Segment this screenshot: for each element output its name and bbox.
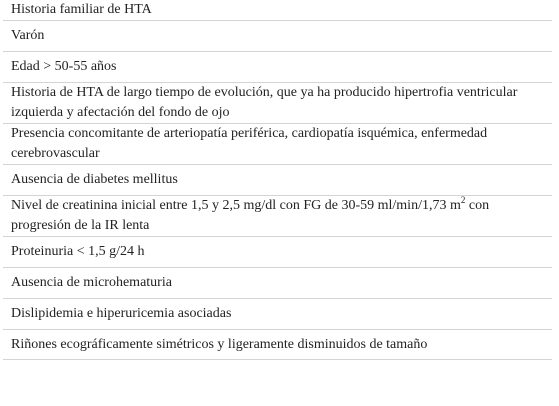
table-row bbox=[3, 237, 552, 268]
table-cell: Ausencia de diabetes mellitus bbox=[3, 165, 552, 196]
table-row bbox=[3, 124, 552, 165]
table-row bbox=[3, 299, 552, 330]
table-cell: Edad > 50-55 años bbox=[3, 52, 552, 83]
table-row bbox=[3, 0, 552, 21]
table-cell bbox=[3, 196, 552, 237]
criteria-table bbox=[3, 0, 552, 360]
table-row bbox=[3, 83, 552, 124]
table-cell: Varón bbox=[3, 21, 552, 52]
table-cell: Historia de HTA de largo tiempo de evolución, que ya ha producido hipertrofia ventricular izquierda y afectación del fondo de ojo bbox=[3, 83, 552, 124]
table-cell: Riñones ecográficamente simétricos y ligeramente disminuidos de tamaño bbox=[3, 330, 552, 360]
table-row bbox=[3, 52, 552, 83]
table-cell: Ausencia de microhematuria bbox=[3, 268, 552, 299]
table-cell: Proteinuria < 1,5 g/24 h bbox=[3, 237, 552, 268]
table-row bbox=[3, 196, 552, 237]
table-cell: Historia familiar de HTA bbox=[3, 0, 552, 21]
cell-text-part: con progresión de la IR lenta bbox=[11, 198, 490, 233]
table-row bbox=[3, 330, 552, 360]
table-cell: Dislipidemia e hiperuricemia asociadas bbox=[3, 299, 552, 330]
superscript: 2 bbox=[460, 195, 466, 205]
table-row bbox=[3, 21, 552, 52]
table-row bbox=[3, 165, 552, 196]
table-row bbox=[3, 268, 552, 299]
criteria-table-container bbox=[3, 0, 552, 360]
table-cell: Presencia concomitante de arteriopatía periférica, cardiopatía isquémica, enfermedad cerebrovascular bbox=[3, 124, 552, 165]
cell-text-part: Nivel de creatinina inicial entre 1,5 y 2,5 mg/dl con FG de 30-59 ml/min/1,73 m bbox=[11, 198, 461, 213]
